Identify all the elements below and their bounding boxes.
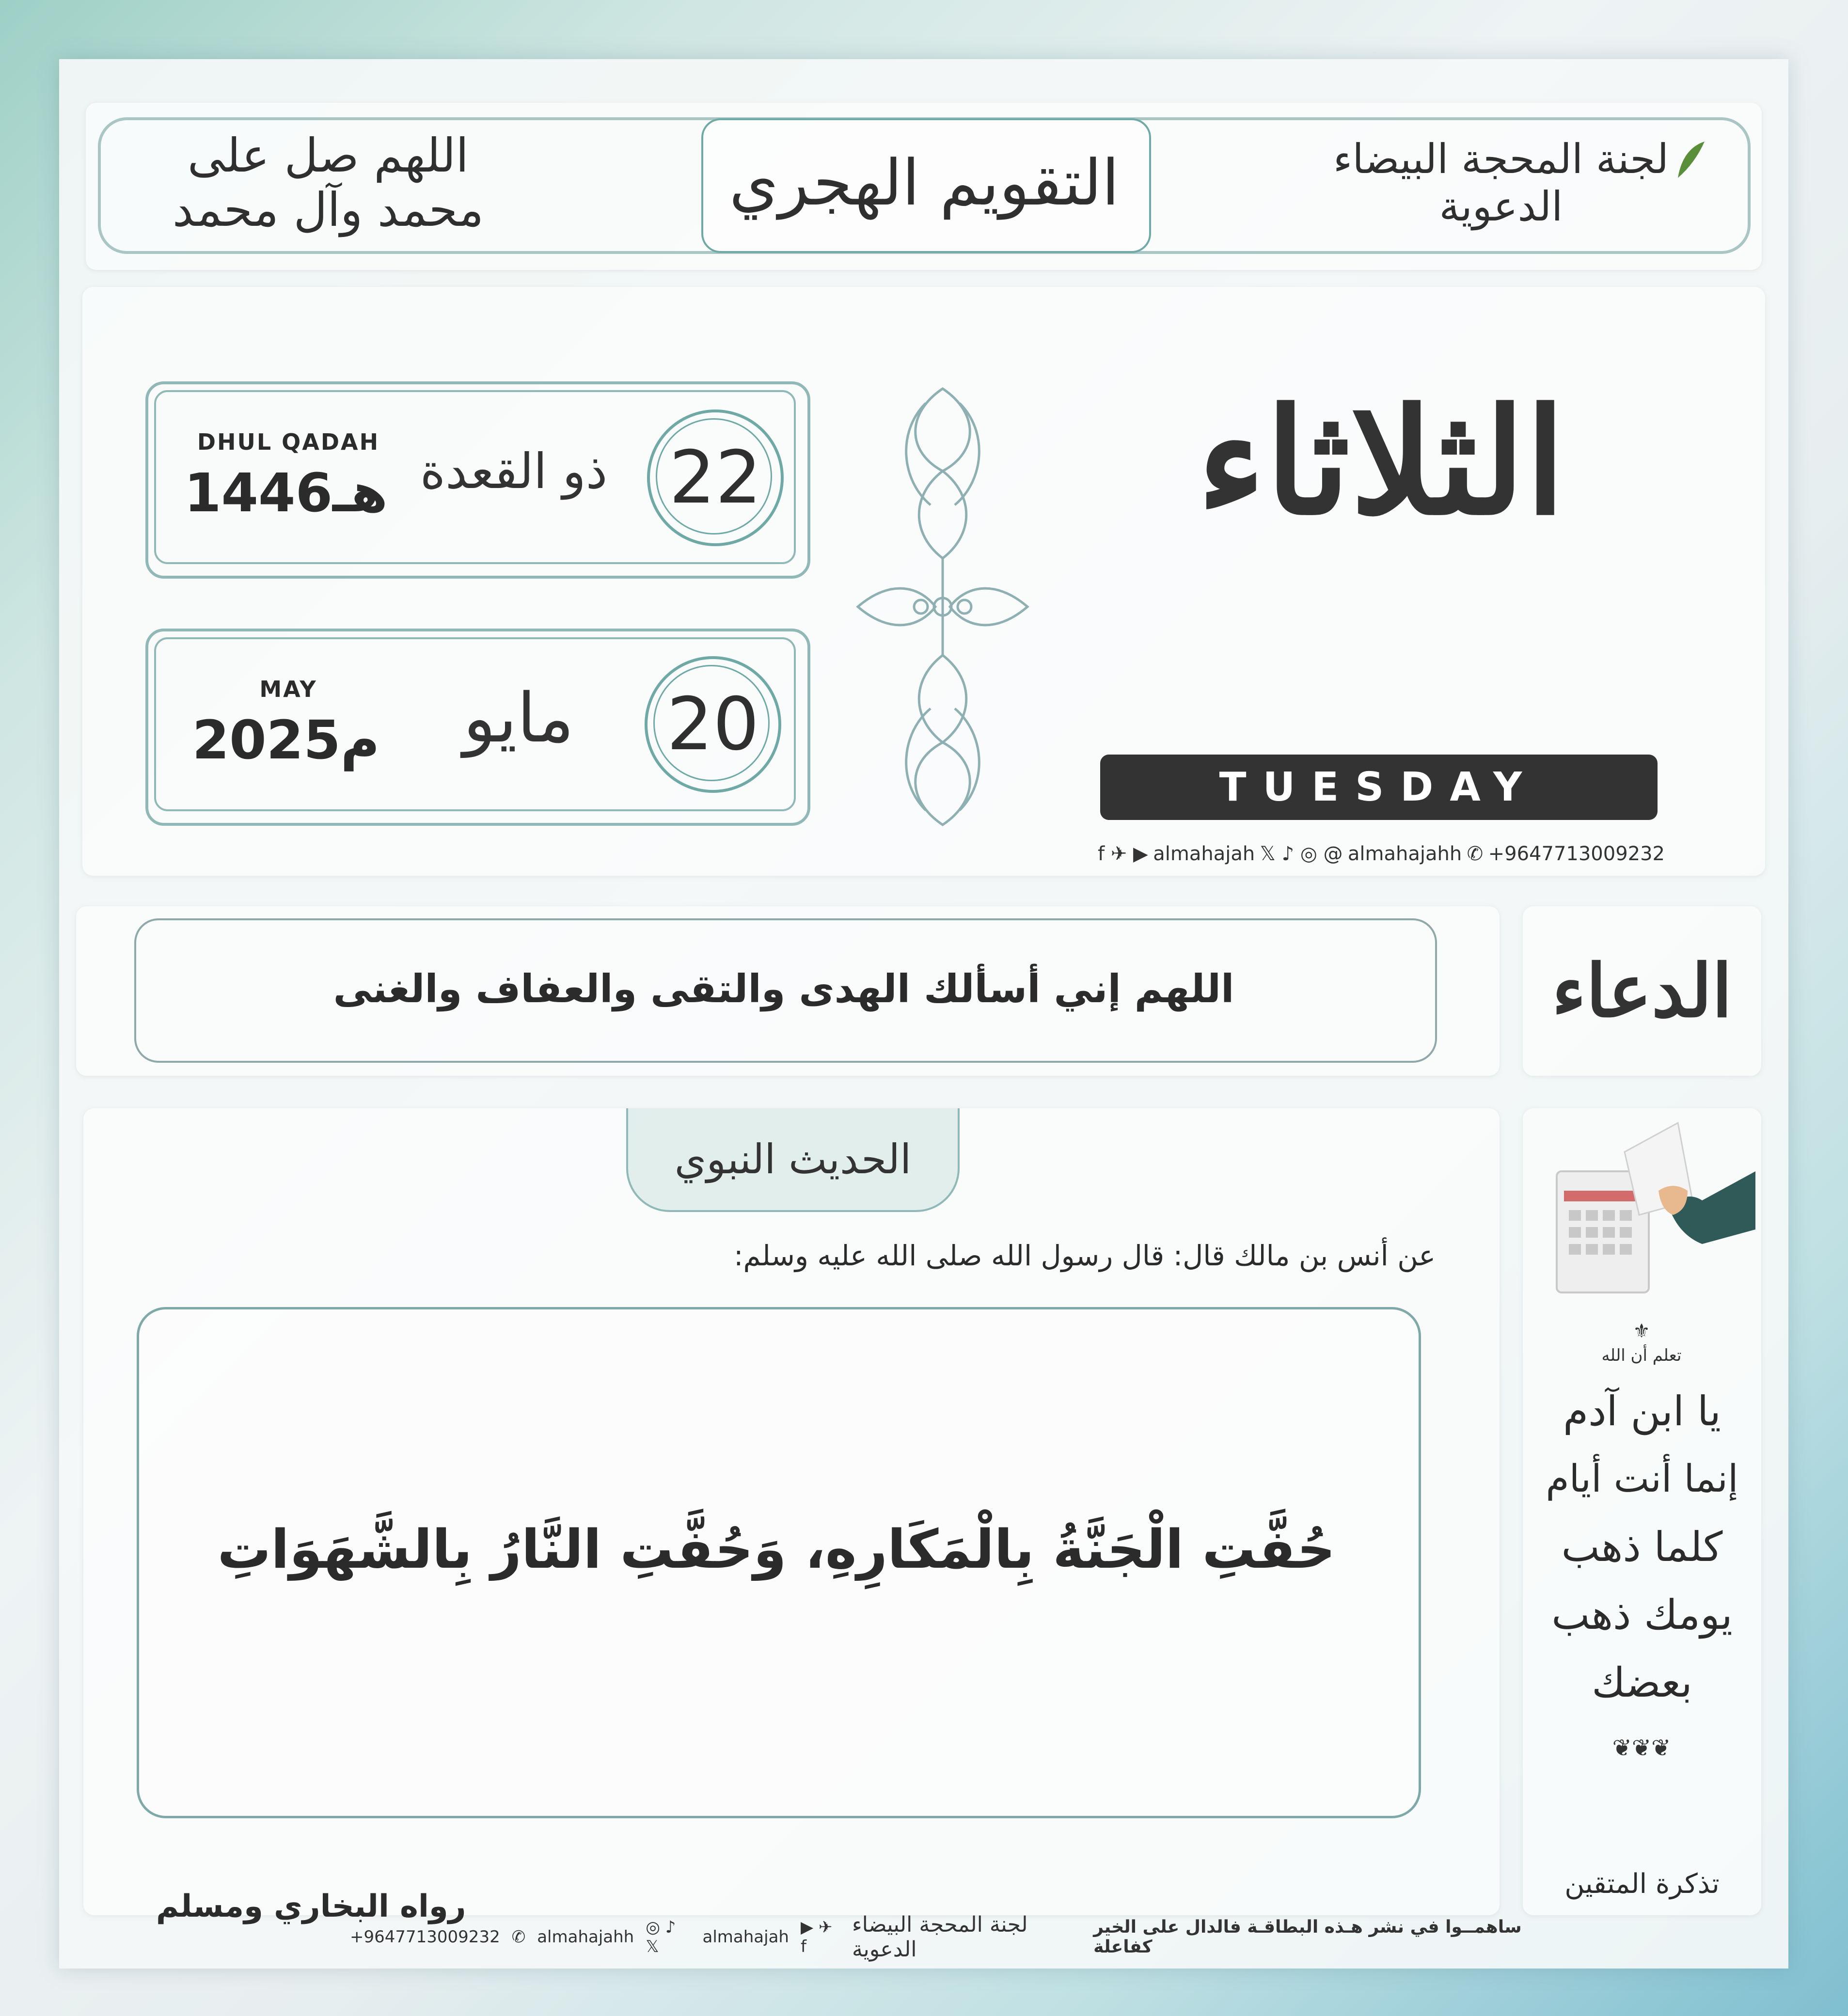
social-icons-left: f ✈ ▶	[1098, 843, 1148, 865]
hijri-month-en: DHUL QADAH	[197, 429, 380, 455]
social-line	[1098, 839, 1665, 868]
social-handle-1: almahajah	[1153, 843, 1255, 865]
org-logo-leaf-icon	[1673, 139, 1707, 183]
gregorian-month-en: MAY	[259, 676, 317, 702]
calendar-hand-icon	[1542, 1118, 1755, 1312]
gregorian-day: 20	[666, 682, 759, 767]
org-logo: لجنة المحجة البيضاء الدعوية	[1333, 135, 1669, 230]
hijri-month-ar: ذو القعدة	[420, 442, 608, 500]
dua-panel	[76, 906, 1500, 1076]
reminder-line: إنما أنت أيام	[1546, 1457, 1738, 1501]
hadith-intro: عن أنس بن مالك قال: قال رسول الله صلى الله عليه وسلم:	[734, 1239, 1436, 1272]
reminder-line: يا ابن آدم	[1563, 1387, 1721, 1435]
dua-label-panel	[1523, 906, 1761, 1076]
footer-share-text: ساهمــوا في نشر هـذه البطاقـة فالدال على الخير كفاعلة	[1093, 1917, 1522, 1957]
reminder-lines	[1528, 1377, 1756, 1717]
ornament-divider-icon	[848, 384, 1037, 830]
social-phone: +9647713009232	[1488, 843, 1665, 865]
date-panel	[82, 287, 1765, 876]
social-handle-2: almahajahh	[1347, 843, 1462, 865]
footer-logo: لجنة المحجة البيضاء الدعوية	[852, 1912, 1028, 1962]
footer-whatsapp-icon: ✆	[511, 1927, 526, 1947]
reminder-top-ornament-icon: ⚜	[1633, 1320, 1650, 1342]
dua-text: اللهم إني أسألك الهدى والتقى والعفاف والغنى	[333, 966, 1234, 1011]
gregorian-month-ar: مايو	[463, 678, 574, 758]
salawat-text: اللهم صل على محمد وآل محمد	[172, 128, 484, 237]
dua-label: الدعاء	[1552, 948, 1732, 1034]
reminder-label: تذكرة المتقين	[1564, 1868, 1720, 1900]
reminder-line: كلما ذهب	[1561, 1523, 1723, 1571]
header-panel	[86, 103, 1762, 270]
footer-social-icons-mid: ◎ ♪ 𝕏	[646, 1918, 676, 1956]
social-icons-mid: 𝕏 ♪ ◎ @	[1260, 843, 1343, 865]
footer-handle-1: almahajah	[702, 1927, 789, 1947]
reminder-line: يومك ذهب	[1551, 1591, 1733, 1638]
hadith-label: الحديث النبوي	[674, 1135, 912, 1183]
reminder-panel	[1523, 1108, 1761, 1915]
reminder-line: بعضك	[1592, 1659, 1692, 1706]
footer	[350, 1912, 1552, 1962]
footer-handle-2: almahajahh	[537, 1927, 634, 1947]
gregorian-year: 2025م	[192, 709, 380, 771]
day-name-english-bar	[1100, 755, 1658, 820]
whatsapp-icon: ✆	[1467, 843, 1484, 865]
reminder-small-heading: تعلم أن الله	[1601, 1346, 1682, 1365]
calendar-card	[59, 59, 1788, 1969]
day-name-arabic: الثلاثاء	[1197, 376, 1566, 547]
hadith-panel	[83, 1108, 1500, 1924]
page-title: التقويم الهجري	[729, 146, 1120, 220]
hadith-label-tab	[626, 1108, 960, 1212]
footer-social-icons-left: ▶ ✈ f	[800, 1918, 833, 1956]
day-name-english: TUESDAY	[1219, 764, 1539, 810]
hadith-text: حُفَّتِ الْجَنَّةُ بِالْمَكَارِهِ، وَحُفَّتِ النَّارُ بِالشَّهَوَاتِ	[217, 1518, 1336, 1580]
hadith-source: رواه البخاري ومسلم	[156, 1889, 466, 1924]
reminder-bottom-ornament-icon: ❦❦❦	[1612, 1734, 1671, 1762]
hijri-day: 22	[669, 436, 762, 520]
hijri-year: 1446هـ	[184, 462, 388, 524]
footer-phone: +9647713009232	[350, 1927, 500, 1947]
